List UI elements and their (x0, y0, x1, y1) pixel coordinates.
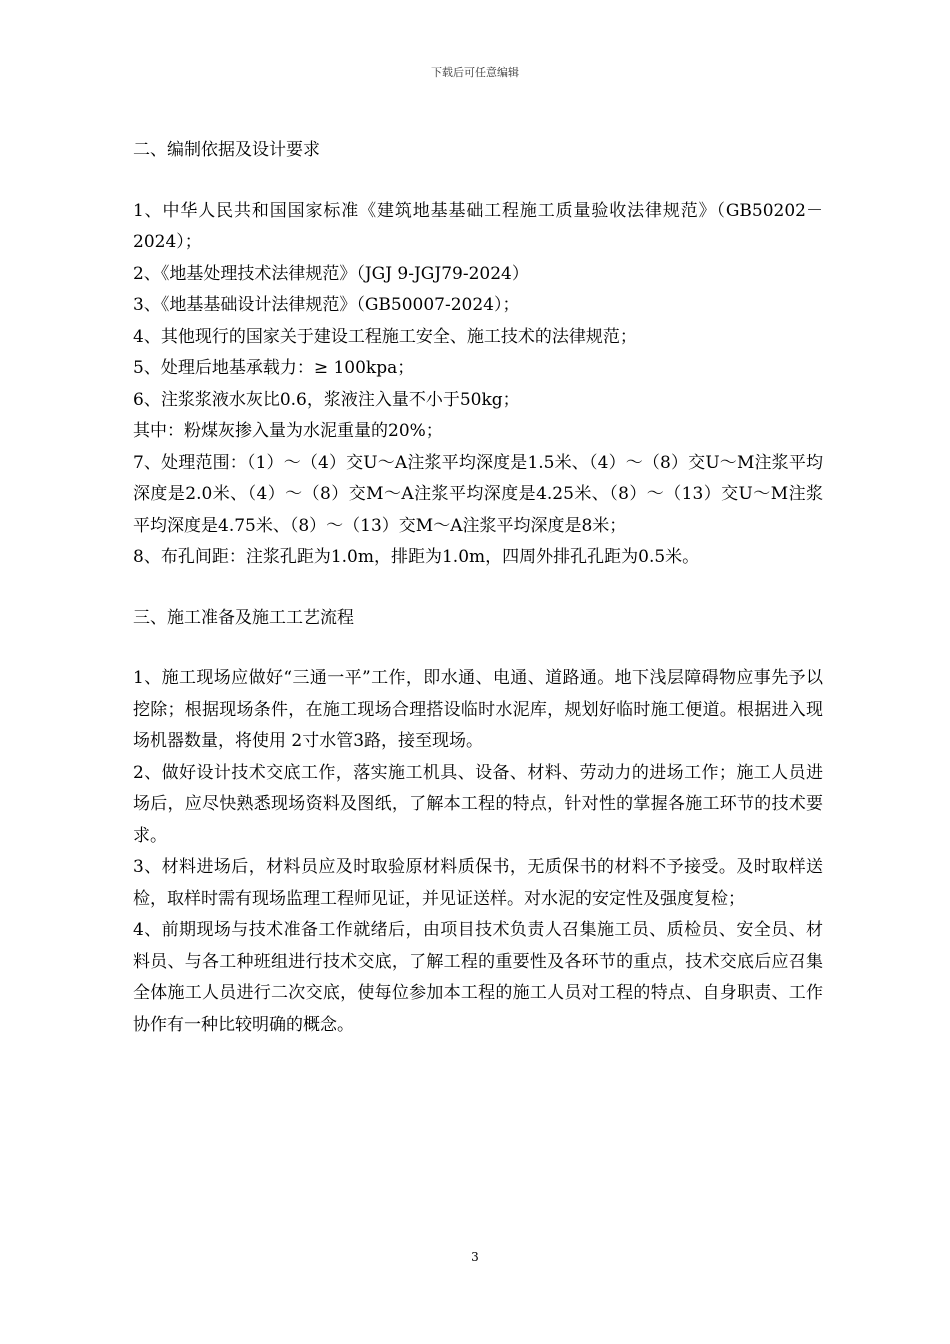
section-spacer (133, 634, 823, 663)
paragraph: 1、中华人民共和国国家标准《建筑地基基础工程施工质量验收法律规范》（GB50202－2024）； (133, 200, 823, 252)
page-header: 下载后可任意编辑 (431, 66, 519, 79)
paragraph: 4、前期现场与技术准备工作就绪后，由项目技术负责人召集施工员、质检员、安全员、材料员、与各工种班组进行技术交底，了解工程的重要性及各环节的重点，技术交底后应召集全体施工人员进行二次交底，使每位参加本工程的施工人员对工程的特点、自身职责、工作协作有一种比较明确的概念。 (133, 920, 823, 1035)
page-number: 3 (471, 1250, 479, 1264)
section-title-basis: 二、编制依据及设计要求 (133, 140, 320, 160)
paragraph: 2、做好设计技术交底工作，落实施工机具、设备、材料、劳动力的进场工作；施工人员进场后，应尽快熟悉现场资料及图纸，了解本工程的特点，针对性的掌握各施工环节的技术要求。 (133, 762, 823, 846)
paragraph: 7、处理范围：（1）～（4）交U～A注浆平均深度是1.5米、（4）～（8）交U～M注浆平均深度是2.0米、（4）～（8）交M～A注浆平均深度是4.25米、（8）～（13）交U～M注浆平均深度是4.75米、（8）～（13）交M～A注浆平均深度是8米； (133, 452, 823, 536)
paragraph: 3、《地基基础设计法律规范》（GB50007-2024）； (133, 295, 520, 315)
section-spacer (133, 574, 823, 603)
paragraph: 3、材料进场后，材料员应及时取验原材料质保书，无质保书的材料不予接受。及时取样送检，取样时需有现场监理工程师见证，并见证送样。对水泥的安定性及强度复检； (133, 857, 823, 909)
paragraph: 5、处理后地基承载力：≥ 100kpa； (133, 358, 415, 378)
page-content (133, 135, 823, 1041)
section-spacer (133, 167, 823, 196)
paragraph: 6、注浆浆液水灰比0.6，浆液注入量不小于50kg； (133, 389, 520, 410)
paragraph: 其中：粉煤灰掺入量为水泥重量的20%； (133, 421, 443, 441)
paragraph: 4、其他现行的国家关于建设工程施工安全、施工技术的法律规范； (133, 326, 637, 347)
paragraph: 2、《地基处理技术法律规范》（JGJ 9-JGJ79-2024） (133, 263, 529, 284)
section-title-preparation: 三、施工准备及施工工艺流程 (133, 607, 354, 628)
paragraph: 1、施工现场应做好“三通一平”工作，即水通、电通、道路通。地下浅层障碍物应事先予以挖除；根据现场条件，在施工现场合理搭设临时水泥库，规划好临时施工便道。根据进入现场机器数量，将使用 2寸水管3路，接至现场。 (133, 668, 823, 751)
paragraph: 8、布孔间距：注浆孔距为1.0m，排距为1.0m，四周外排孔孔距为0.5米。 (133, 547, 700, 567)
